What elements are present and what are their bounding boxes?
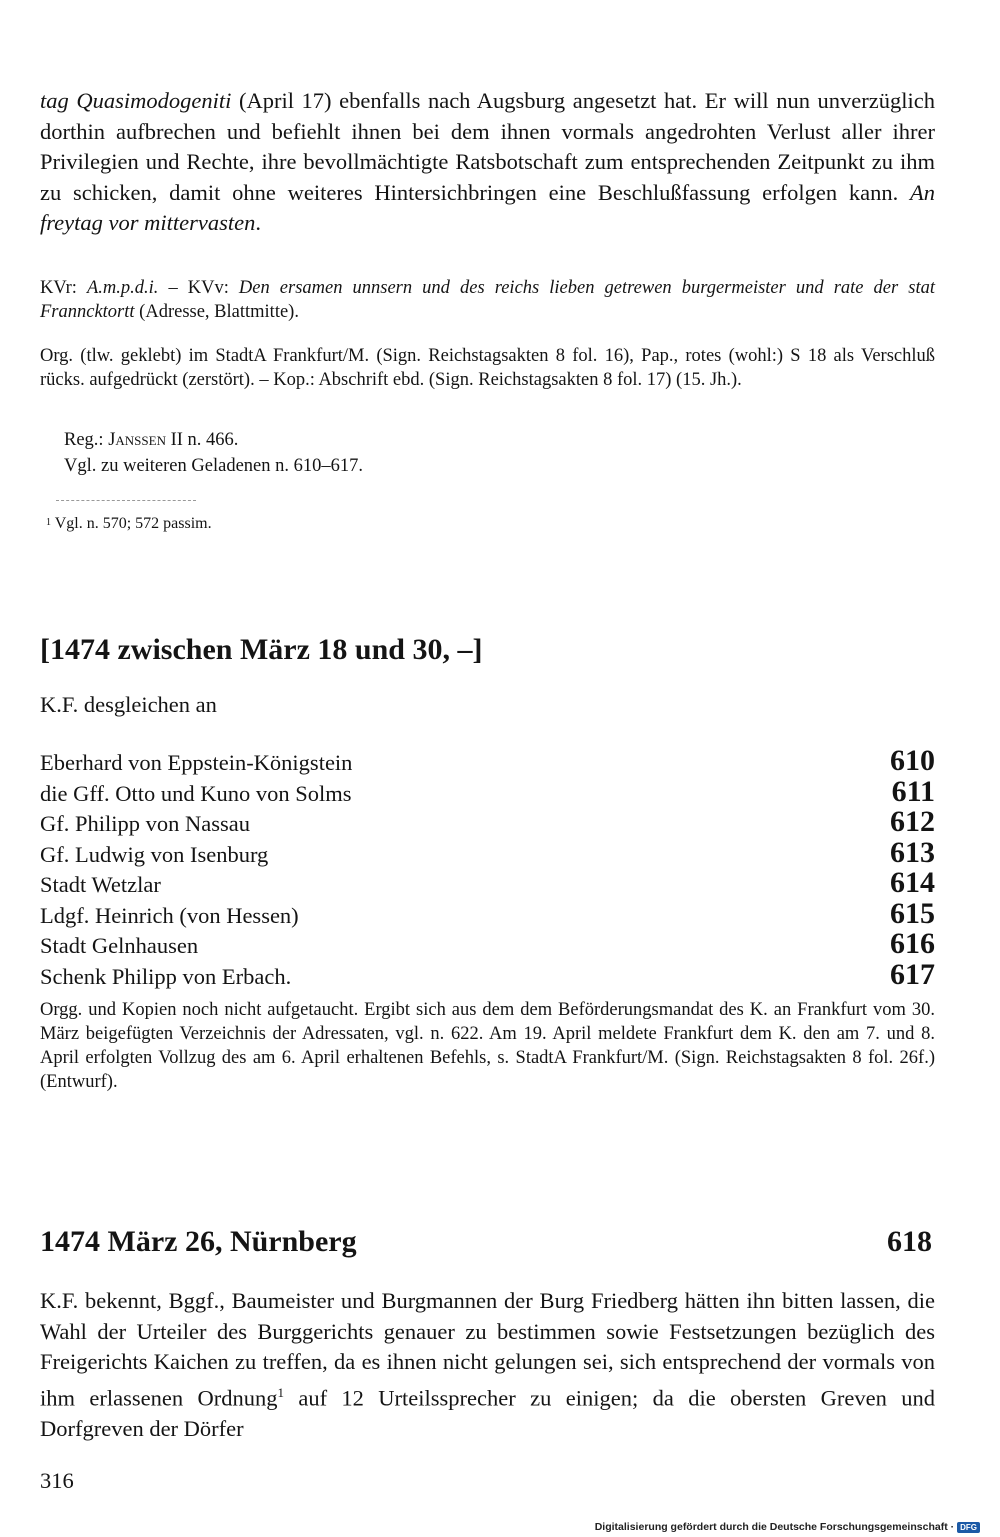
list-item xyxy=(40,957,935,991)
group-note: Orgg. und Kopien noch nicht aufgetaucht. Ergibt sich aus dem dem Beförderungsmandat des K. an Frankfurt vom 30. März beigefügten Verzeichnis der Adressaten, vgl. n. 622. Am 19. April meldete Frankfurt dem K. den am 7. und 8. April erfolgten Vollzug des am 6. April erhaltenen Befehls, s. StadtA Frankfurt/M. (Sign. Reichstagsakten 8 fol. 26f.) (Entwurf). xyxy=(40,1000,935,1092)
document-number: 614 xyxy=(890,866,935,899)
list-item xyxy=(40,868,935,899)
document-number: 615 xyxy=(890,896,935,930)
footnote-separator xyxy=(56,500,196,501)
doc609-regest: Reg.: Janssen II n. 466. xyxy=(64,430,239,450)
document-number: 613 xyxy=(890,835,935,869)
doc609-cross-reference: Vgl. zu weiteren Geladenen n. 610–617. xyxy=(64,456,363,476)
group-heading: [1474 zwischen März 18 und 30, –] xyxy=(40,633,483,666)
doc609-paragraph: tag Quasimodogeniti (April 17) ebenfalls nach Augsburg angesetzt hat. Er will nun unverzüglich dorthin aufbrechen und befiehlt ihnen bei dem ihnen vormals angedrohten Verlust aller ihrer Privilegien und Rechte, ihre bevollmächtigte Ratsbotschaft zum entsprechenden Zeitpunkt zu ihm zu schicken, damit ohne weiteres Hintersichbringen eine Beschlußfassung erfolgen kann. An freytag vor mittervasten. xyxy=(40,88,936,235)
footnote-marker: 1 xyxy=(277,1384,284,1400)
dfg-logo-icon: DFG xyxy=(957,1522,980,1533)
list-item xyxy=(40,835,935,869)
doc618-paragraph: K.F. bekennt, Bggf., Baumeister und Burgmannen der Burg Friedberg hätten ihn bitten lassen, die Wahl der Urteiler des Burggerichts genauer zu bestimmen sowie Festsetzungen bezüglich des Freigerichts Kaichen zu treffen, da es ihnen nicht gelungen sei, sich entsprechend der vormals von ihm erlassenen Ordnung$^1$ auf 12 Urteilssprecher zu einigen; da die obersten Greven und Dorfgreven der Dörfer xyxy=(40,1288,935,1441)
recipient-name: Schenk Philipp von Erbach. xyxy=(40,963,292,989)
footnote-marker: 1 xyxy=(46,517,51,528)
recipient-name: Stadt Gelnhausen xyxy=(40,933,199,958)
group-intro: K.F. desgleichen an xyxy=(40,692,217,717)
list-item xyxy=(40,929,935,960)
doc618-number: 618 xyxy=(887,1225,932,1258)
italic-date-end: An freytag vor mittervasten xyxy=(40,179,935,235)
document-number: 617 xyxy=(890,957,935,991)
page-number: 316 xyxy=(40,1468,74,1493)
doc609-original-note: Org. (tlw. geklebt) im StadtA Frankfurt/M. (Sign. Reichstagsakten 8 fol. 16), Pap., rotes (wohl:) S 18 als Verschluß rücks. aufgedrückt (zerstört). – Kop.: Abschrift ebd. (Sign. Reichstagsakten 8 fol. 17) (15. Jh.). xyxy=(40,346,935,390)
recipient-name: Eberhard von Eppstein-Königstein xyxy=(40,750,353,775)
doc609-endorsement: KVr: A.m.p.d.i. – KVv: Den ersamen unnsern und des reichs lieben getrewen burgermeister und rate der stat Franncktortt (Adresse, Blattmitte). xyxy=(40,278,935,322)
doc618-heading: 1474 März 26, Nürnberg xyxy=(40,1225,357,1258)
author-name: Janssen xyxy=(108,430,166,450)
recipient-name: Ldgf. Heinrich (von Hessen) xyxy=(40,902,299,928)
digitization-credit: Digitalisierung gefördert durch die Deutsche Forschungsgemeinschaft · DFG xyxy=(595,1521,980,1533)
italic-date: tag Quasimodogeniti xyxy=(40,88,232,113)
recipient-name: Gf. Ludwig von Isenburg xyxy=(40,841,269,867)
list-item xyxy=(40,896,935,930)
list-item xyxy=(40,774,935,808)
recipient-name: die Gff. Otto und Kuno von Solms xyxy=(40,780,352,806)
recipient-name: Stadt Wetzlar xyxy=(40,872,161,897)
list-item xyxy=(40,807,935,838)
list-item xyxy=(40,746,935,777)
document-number: 616 xyxy=(890,927,935,960)
recipient-name: Gf. Philipp von Nassau xyxy=(40,811,250,836)
document-number: 611 xyxy=(891,774,935,808)
footnote: $^1$ Vgl. n. 570; 572 passim. xyxy=(46,515,212,532)
recipient-list xyxy=(40,746,935,990)
document-number: 612 xyxy=(890,805,935,838)
document-number: 610 xyxy=(890,744,935,777)
